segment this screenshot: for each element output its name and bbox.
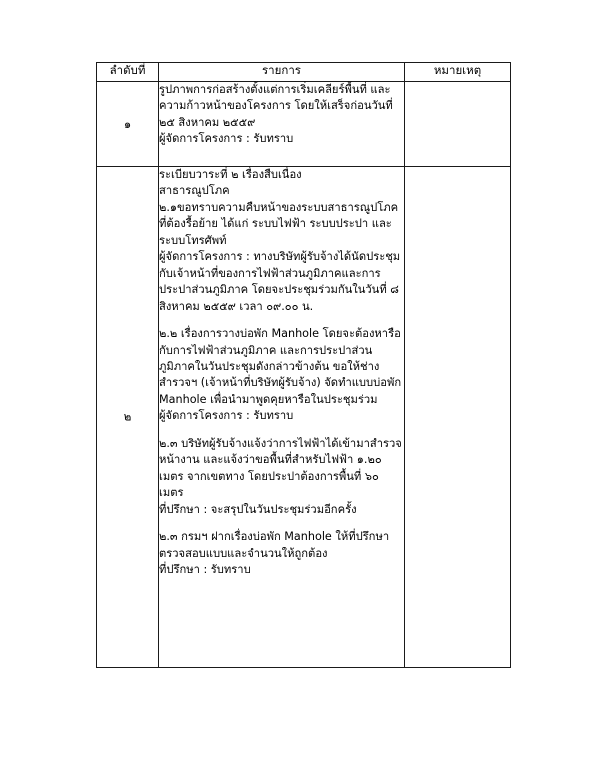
meeting-minutes-table [96,62,511,668]
paragraph: ที่ปรึกษา : จะสรุปในวันประชุมร่วมอีกครั้ง [159,502,357,516]
paragraph-agenda-heading: ระเบียบวาระที่ ๒ เรื่องสืบเนื่อง [159,168,302,181]
paragraph: ผู้จัดการโครงการ : รับทราบ [159,132,294,146]
table-header [97,63,511,82]
paragraph: ๒.๑ขอทราบความคืบหน้าของระบบสาธารณูปโภคที่ต้องรื้อย้าย ได้แก่ ระบบไฟฟ้า ระบบประปา และระบบโทรศัพท์ [159,200,399,247]
column-header-item-label: รายการ [262,63,301,77]
column-header-no-label: ลำดับที่ [109,63,146,77]
row-number-cell [97,82,159,167]
table-row [97,167,511,668]
paragraph: รูปภาพการก่อสร้างตั้งแต่การเริ่มเคลียร์พื้นที่ และความก้าวหน้าของโครงการ โดยให้เสร็จก่อนวันที่ ๒๕ สิงหาคม ๒๕๕๙ [159,83,393,129]
paragraph: ๒.๓ บริษัทผู้รับจ้างแจ้งว่าการไฟฟ้าได้เข้ามาสำรวจหน้างาน และแจ้งว่าขอพื้นที่สำหรับไฟฟ้า ๑.๒๐ เมตร จากเขตทาง โดยประปาต้องการพื้นที่ ๖๐ เมตร [159,436,402,500]
column-header-note [405,63,511,82]
row-number-2: ๒ [123,409,132,424]
row-item-cell [159,167,405,668]
row-number-1: ๑ [123,117,132,131]
row-number-cell [97,167,159,668]
row-note-cell [405,82,511,167]
row-note-cell [405,167,511,668]
column-header-no [97,63,159,82]
table-header-row [97,63,511,82]
table-row [97,82,511,167]
column-header-item [159,63,405,82]
paragraph: ผู้จัดการโครงการ : ทางบริษัทผู้รับจ้างได้นัดประชุมกับเจ้าหน้าที่ของการไฟฟ้าส่วนภูมิภาคและการประปาส่วนภูมิภาค โดยจะประชุมร่วมกันในวันที่ ๘ สิงหาคม ๒๕๕๙ เวลา ๐๙.๐๐ น. [159,250,401,313]
paragraph: ๒.๓ กรมฯ ฝากเรื่องบ่อพัก Manhole ให้ที่ปรึกษาตรวจสอบแบบและจำนวนให้ถูกต้อง [159,530,390,560]
paragraph-subheading: สาธารณูปโภค [159,184,230,198]
paragraph: ที่ปรึกษา : รับทราบ [159,562,251,576]
paragraph: ๒.๒ เรื่องการวางบ่อพัก Manhole โดยจะต้องหารือกับการไฟฟ้าส่วนภูมิภาค และการประปาส่วนภูมิภาคในวันประชุมดังกล่าวข้างต้น ขอให้ช่างสำรวจฯ (เจ้าหน้าที่บริษัทผู้รับจ้าง) จัดทำแบบบ่อพัก Manhole เพื่อนำมาพูดคุยหารือในประชุมร่วม [159,327,402,406]
row-item-cell [159,82,405,167]
table-body [97,82,511,668]
paragraph: ผู้จัดการโครงการ : รับทราบ [159,409,294,423]
column-header-note-label: หมายเหตุ [433,63,482,77]
